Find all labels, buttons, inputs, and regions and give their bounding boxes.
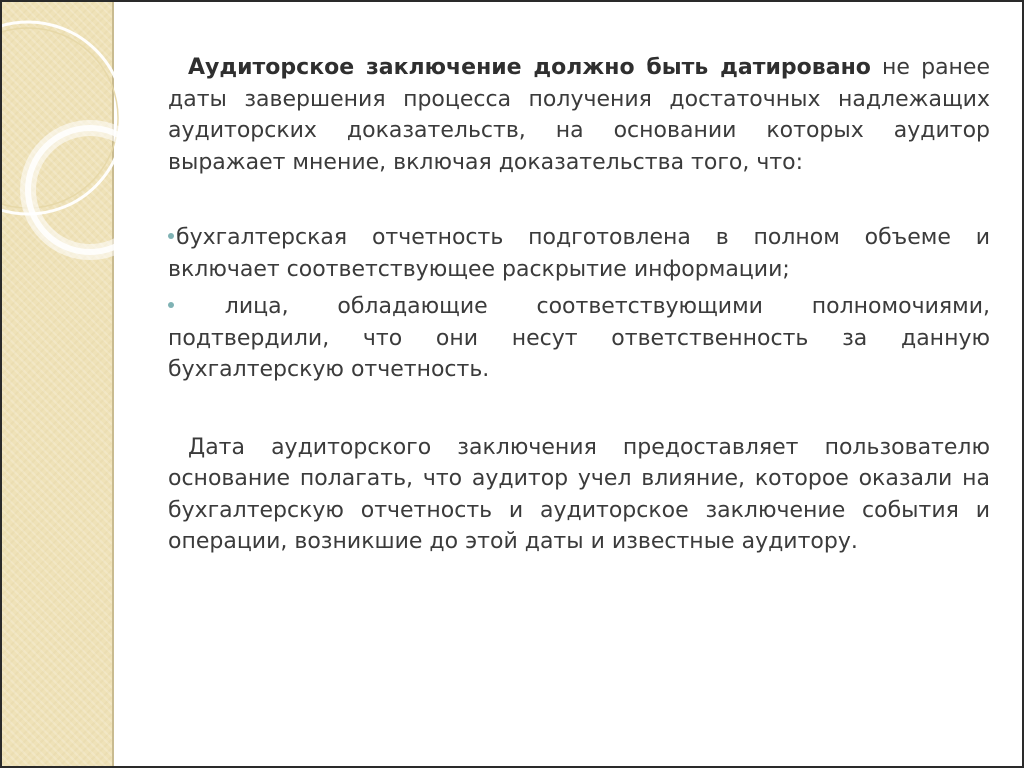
intro-paragraph xyxy=(168,52,990,178)
intro-rest-text: не ранее даты завершения процесса получения достаточных надлежащих аудиторских доказательств, на основании которых аудитор выражает мнение, включая доказательства того, что: xyxy=(168,55,990,175)
bullet-item xyxy=(168,222,990,285)
bullet-text: бухгалтерская отчетность подготовлена в полном объеме и включает соответствующее раскрытие информации; xyxy=(168,225,990,282)
bullet-item xyxy=(168,291,990,386)
bullet-dot-icon xyxy=(168,302,174,308)
intro-bold-text: Аудиторское заключение должно быть датировано xyxy=(188,55,871,80)
slide-content xyxy=(168,52,990,558)
closing-paragraph: Дата аудиторского заключения предоставляет пользователю основание полагать, что аудитор учел влияние, которое оказали на бухгалтерскую отчетность и аудиторское заключение события и операции, возникшие до этой даты и известные аудитору. xyxy=(168,434,990,554)
bullet-dot-icon xyxy=(168,233,174,239)
bullet-text: лица, обладающие соответствующими полномочиями, подтвердили, что они несут ответственность за данную бухгалтерскую отчетность. xyxy=(168,294,990,382)
